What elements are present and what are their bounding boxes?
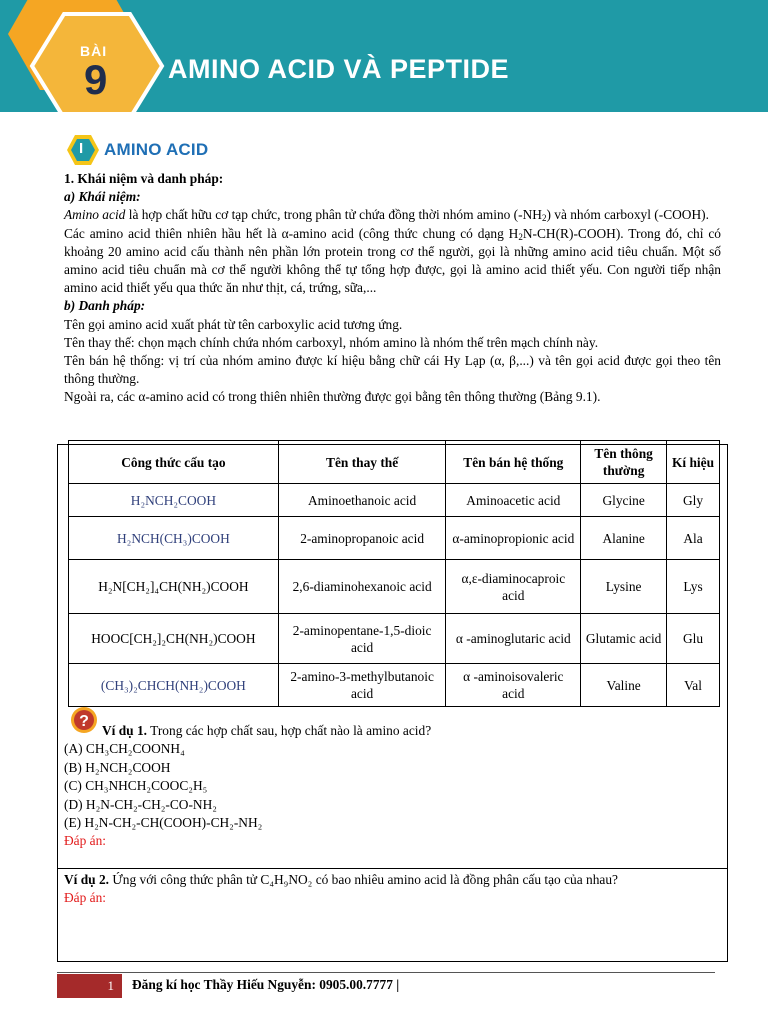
symbol-cell: Ala — [667, 517, 720, 560]
example-1-option: (B) H₂NCH₂COOH — [64, 759, 171, 775]
formula-cell: H₂N[CH₂]₄CH(NH₂)COOH — [69, 560, 279, 614]
example-2 — [64, 871, 724, 908]
footer-divider — [57, 972, 715, 973]
substitutive-name-cell: 2-aminopropanoic acid — [278, 517, 446, 560]
example-1-option: (D) H₂N-CH₂-CH₂-CO-NH₂ — [64, 796, 217, 812]
subheading-a: a) Khái niệm: — [64, 189, 141, 205]
formula-cell: (CH₃)₂CHCH(NH₂)COOH — [69, 664, 279, 707]
semi-systematic-name-cell: α-aminopropionic acid — [446, 517, 581, 560]
example-2-question: Ứng với công thức phân tử C₄H₉NO₂ có bao nhiêu amino acid là đồng phân cấu tạo của nhau? — [109, 872, 618, 887]
example-1-question: Trong các hợp chất sau, hợp chất nào là amino acid? — [147, 723, 432, 738]
svg-text:?: ? — [79, 713, 89, 730]
subheading-b: b) Danh pháp: — [64, 298, 146, 314]
lesson-header — [0, 0, 768, 112]
example-2-question-line — [64, 871, 724, 889]
concept-heading: 1. Khái niệm và danh pháp: — [64, 171, 224, 186]
section-title: AMINO ACID — [104, 140, 209, 159]
table-header-cell: Tên thông thường — [581, 441, 667, 484]
footer-contact: Đăng kí học Thầy Hiếu Nguyễn: 0905.00.7777 | — [132, 977, 400, 992]
example-1-option: (A) CH₃CH₂COONH₄ — [64, 741, 185, 757]
substitutive-name-cell: 2-aminopentane-1,5-dioic acid — [278, 614, 446, 664]
common-name-cell: Lysine — [581, 560, 667, 614]
table-row — [69, 614, 720, 664]
natural-amino-paragraph: Các amino acid thiên nhiên hầu hết là α-amino acid (công thức chung có dạng $H_2N-CH(R)-COOH$). Trong đó, chỉ có khoảng 20 amino acid cấu thành nên phần lớn protein trong cơ thể người, gọi là những amino acid tiêu chuẩn. Một số amino acid tiêu chuẩn mà cơ thể người không thể tự tổng hợp được, gọi là amino acid thiết yếu. Con người tiếp nhận amino acid thiết yếu qua thức ăn như thịt, cá, trứng, sữa,... — [64, 225, 721, 296]
substitutive-name-cell: 2-amino-3-methylbutanoic acid — [278, 664, 446, 707]
example-2-answer-label: Đáp án: — [64, 890, 107, 906]
section-badge — [66, 134, 216, 166]
example-1 — [64, 722, 724, 851]
symbol-cell: Gly — [667, 484, 720, 517]
table-header-cell: Kí hiệu — [667, 441, 720, 484]
semi-systematic-name-cell: α -aminoglutaric acid — [446, 614, 581, 664]
common-name-cell: Valine — [581, 664, 667, 707]
footer-page-number: 1 — [57, 974, 122, 998]
example-2-label: Ví dụ 2. — [64, 872, 110, 887]
section-number: I — [79, 140, 84, 157]
amino-acid-table — [68, 440, 720, 707]
table-row — [69, 664, 720, 707]
formula-cell: HOOC[CH₂]₂CH(NH₂)COOH — [69, 614, 279, 664]
semi-systematic-name-cell: α,ε-diaminocaproic acid — [446, 560, 581, 614]
formula-cell: H₂NCH(CH₃)COOH — [69, 517, 279, 560]
table-header-row — [69, 441, 720, 484]
definition-paragraph: Amino acid là hợp chất hữu cơ tạp chức, trong phân tử chứa đồng thời nhóm amino $(-NH_2)$ và nhóm carboxyl (-COOH). — [64, 207, 709, 224]
lesson-title: AMINO ACID VÀ PEPTIDE — [168, 54, 510, 84]
substitutive-name-cell: Aminoethanoic acid — [278, 484, 446, 517]
example-1-label: Ví dụ 1. — [102, 723, 148, 738]
naming-line-2: Tên thay thế: chọn mạch chính chứa nhóm carboxyl, nhóm amino là nhóm thế trên mạch chính này. — [64, 334, 599, 350]
naming-line-1: Tên gọi amino acid xuất phát từ tên carboxylic acid tương ứng. — [64, 316, 403, 332]
symbol-cell: Lys — [667, 560, 720, 614]
formula-cell: H₂NCH₂COOH — [69, 484, 279, 517]
common-name-cell: Glutamic acid — [581, 614, 667, 664]
example-1-option: (E) H₂N-CH₂-CH(COOH)-CH₂-NH₂ — [64, 815, 263, 831]
example-1-answer-label: Đáp án: — [64, 833, 107, 849]
semi-systematic-name-cell: Aminoacetic acid — [446, 484, 581, 517]
common-name-cell: Alanine — [581, 517, 667, 560]
naming-line-4: Ngoài ra, các α-amino acid có trong thiên nhiên thường được gọi bằng tên thông thường (Bảng 9.1). — [64, 389, 601, 405]
naming-line-3: Tên bán hệ thống: vị trí của nhóm amino được kí hiệu bằng chữ cái Hy Lạp (α, β,...) và tên gọi acid được gọi theo tên thông thường. — [64, 353, 721, 387]
intro-section — [64, 170, 721, 407]
table-row — [69, 560, 720, 614]
lesson-badge-word: BÀI — [80, 43, 108, 59]
table-header-cell: Công thức cấu tạo — [69, 441, 279, 484]
symbol-cell: Val — [667, 664, 720, 707]
symbol-cell: Glu — [667, 614, 720, 664]
example-separator — [57, 868, 728, 869]
table-header-cell: Tên thay thế — [278, 441, 446, 484]
substitutive-name-cell: 2,6-diaminohexanoic acid — [278, 560, 446, 614]
table-row — [69, 484, 720, 517]
lesson-badge-number: 9 — [84, 56, 108, 103]
example-1-option: (C) CH₃NHCH₂COOC₂H₅ — [64, 778, 208, 794]
table-header-cell: Tên bán hệ thống — [446, 441, 581, 484]
semi-systematic-name-cell: α -aminoisovaleric acid — [446, 664, 581, 707]
table-row — [69, 517, 720, 560]
common-name-cell: Glycine — [581, 484, 667, 517]
example-1-question-line — [64, 722, 724, 740]
